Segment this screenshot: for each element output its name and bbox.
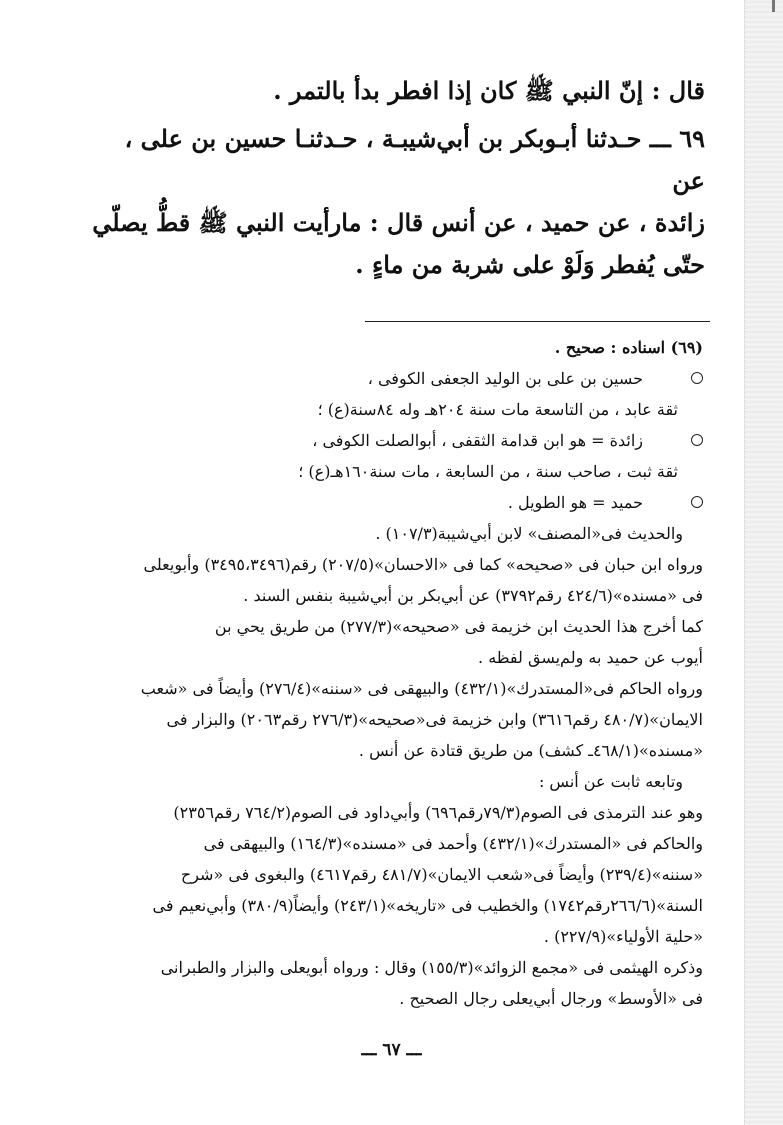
hadith-line: زائدة ، عن حميد ، عن أنس قال : مارأيت النبي ﷺ قطُّ يصلّي [92,208,705,237]
narrator-note: حسين بن على بن الوليد الجعفى الكوفى ، [98,363,703,394]
hadith-number: ٦٩ [679,124,705,153]
footnotes [98,332,703,1014]
bullet-circle-icon [691,434,703,446]
hadith-line: حتّى يُفطر وَلَوْ على شربة من ماءٍ . [355,250,705,279]
hadith-chain: ـــ حـدثنا أبـوبكر بن أبي‌شيبـة ، حـدثنـا حسين بن على ، عن [124,124,705,195]
footnote-line: «سننه»(٢٣٩/٤) وأيضاً فى«شعب الايمان»(٤٨١/٧ رقم٤٦١٧) والبغوى فى «شرح [180,865,703,884]
page-number: ـــ ٦٧ ـــ [361,1040,422,1060]
footnote-line: فى «مسنده»(٤٢٤/٦ رقم٣٧٩٢) عن أبي‌بكر بن أبي‌شيبة بنفس السند . [243,586,703,605]
footnote-line: والحاكم فى «المستدرك»(٤٣٢/١) وأحمد فى «مسنده»(١٦٤/٣) والبيهقى فى [203,834,703,853]
bullet-circle-icon [691,372,703,384]
narrator-note: زائدة = هو ابن قدامة الثقفى ، أبوالصلت الكوفى ، [98,425,703,456]
footnote-title: (٦٩) اسناده : صحيح . [554,338,703,357]
scan-edge [744,0,783,1125]
footnote-divider [365,321,710,322]
footnote-line: ورواه ابن حبان فى «صحيحه» كما فى «الاحسان»(٢٠٧/٥) رقم(٣٤٩٥،٣٤٩٦) وأبويعلى [143,555,703,574]
footnote-line: وهو عند الترمذى فى الصوم(٧٩/٣رقم٦٩٦) وأبي‌داود فى الصوم(٧٦٤/٢ رقم٢٣٥٦) [173,803,703,822]
footnote-line: ورواه الحاكم فى«المستدرك»(٤٣٢/١) والبيهقى فى «سننه»(٢٧٦/٤) وأيضاً فى «شعب [140,679,703,698]
footnote-line: وتابعه ثابت عن أنس : [538,772,683,791]
hadith-line [85,118,705,202]
footnote-line: «حلية الأولياء»(٢٢٧/٩) . [543,927,703,946]
footnote-line: والحديث فى«المصنف» لابن أبي‌شيبة(١٠٧/٣) . [375,524,683,543]
footnote-line: «مسنده»(٤٦٨/١ـ كشف) من طريق قتادة عن أنس . [358,741,703,760]
footnote-line: أيوب عن حميد به ولم‌يسق لفظه . [478,648,703,667]
footnote-line: السنة»(٢٦٦/٦رقم١٧٤٢) والخطيب فى «تاريخه»(٢٤٣/١) وأيضاً(٣٨٠/٩) وأبي‌نعيم فى [152,896,703,915]
narrator-note-detail: ثقة عابد ، من التاسعة مات سنة ٢٠٤هـ وله ٨٤سنة(ع) ؛ [317,400,678,419]
footnote-line: كما أخرج هذا الحديث ابن خزيمة فى «صحيحه»(٢٧٧/٣) من طريق يحي بن [214,617,703,636]
footnote-line: وذكره الهيثمى فى «مجمع الزوائد»(١٥٥/٣) وقال : ورواه أبويعلى والبزار والطبرانى [160,958,703,977]
narrator-note: حميد = هو الطويل . [98,487,703,518]
bullet-circle-icon [691,496,703,508]
hadith-text [85,70,705,286]
footnote-line: الايمان»(٤٨٠/٧ رقم٣٦١٦) وابن خزيمة فى«صحيحه»(٢٧٦/٣ رقم٢٠٦٣) والبزار فى [166,710,703,729]
footnote-line: فى «الأوسط» ورجال أبي‌يعلى رجال الصحيح . [399,989,703,1008]
scan-mark [772,0,775,12]
narrator-note-detail: ثقة ثبت ، صاحب سنة ، من السابعة ، مات سنة١٦٠هـ(ع) ؛ [298,462,678,481]
hadith-line: قال : إنّ النبي ﷺ كان إذا افطر بدأ بالتمر . [273,76,705,105]
